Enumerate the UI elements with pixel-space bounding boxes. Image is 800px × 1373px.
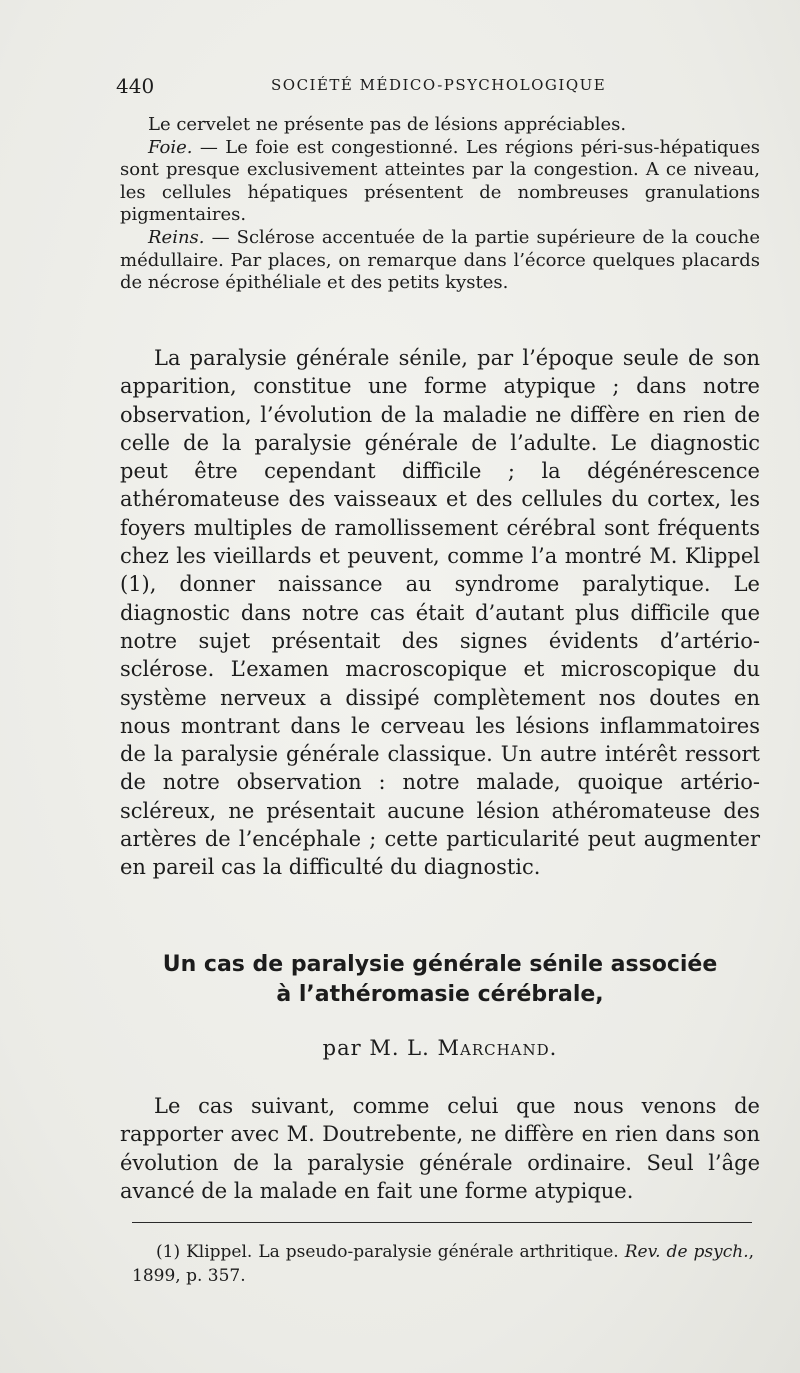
foie-label: Foie. — [148, 136, 193, 158]
article-intro — [120, 1092, 760, 1205]
footnote-rule — [132, 1222, 752, 1223]
footnote-prefix: (1) Klippel. La pseudo-paralysie générale arthritique. — [156, 1242, 625, 1262]
footnote — [132, 1240, 754, 1288]
reins-label: Reins. — [148, 226, 205, 248]
article-title — [120, 950, 760, 1010]
title-line-1: Un cas de paralysie générale sénile associée — [162, 952, 718, 977]
footnote-journal: Rev. de psych. — [624, 1242, 749, 1262]
article-author — [120, 1036, 760, 1060]
foie-text: — Le foie est congestionné. Les régions péri-sus-hépatiques sont presque exclusivement atteintes par la congestion. A ce niveau, les cellules hépatiques présentent de nombreuses granulations pigmentaires. — [120, 136, 760, 226]
author-suffix: . — [549, 1036, 558, 1060]
footnote-suffix: , 1899, p. 357. — [132, 1242, 755, 1286]
intro-paragraph: Le cas suivant, comme celui que nous venons de rapporter avec M. Doutrebente, ne diffère en rien dans son évolution de la paralysie générale ordinaire. Seul l’âge avancé de la malade en fait une forme atypique. — [120, 1094, 760, 1203]
autopsy-findings — [120, 114, 760, 295]
foie-paragraph — [120, 137, 760, 227]
author-prefix: par M. L. — [322, 1036, 438, 1060]
reins-paragraph — [120, 227, 760, 295]
discussion-section — [120, 344, 760, 882]
page-number: 440 — [116, 74, 155, 98]
running-header — [116, 74, 656, 100]
reins-text: — Sclérose accentuée de la partie supérieure de la couche médullaire. Par places, on remarque dans l’écorce quelques placards de nécrose épithéliale et des petits kystes. — [120, 226, 760, 294]
author-name: Marchand — [437, 1036, 550, 1060]
running-title: SOCIÉTÉ MÉDICO-PSYCHOLOGIQUE — [271, 76, 607, 94]
title-line-2: à l’athéromasie cérébrale, — [276, 982, 604, 1007]
cervelet-paragraph: Le cervelet ne présente pas de lésions appréciables. — [148, 114, 627, 135]
discussion-paragraph: La paralysie générale sénile, par l’époque seule de son apparition, constitue une forme atypique ; dans notre observation, l’évolution de la maladie ne diffère en rien de celle de la paralysie générale de l’adulte. Le diagnostic peut être cependant difficile ; la dégénérescence athéromateuse des vaisseaux et des cellules du cortex, les foyers multiples de ramollissement cérébral sont fréquents chez les vieillards et peuvent, comme l’a montré M. Klippel (1), donner naissance au syndrome paralytique. Le diagnostic dans notre cas était d’autant plus difficile que notre sujet présentait des signes évidents d’artério-sclérose. L’examen macroscopique et microscopique du système nerveux a dissipé complètement nos doutes en nous montrant dans le cerveau les lésions inflammatoires de la paralysie générale classique. Un autre intérêt ressort de notre observation : notre malade, quoique artério-scléreux, ne présentait aucune lésion athéromateuse des artères de l’encéphale ; cette particularité peut augmenter en pareil cas la difficulté du diagnostic. — [120, 346, 760, 880]
